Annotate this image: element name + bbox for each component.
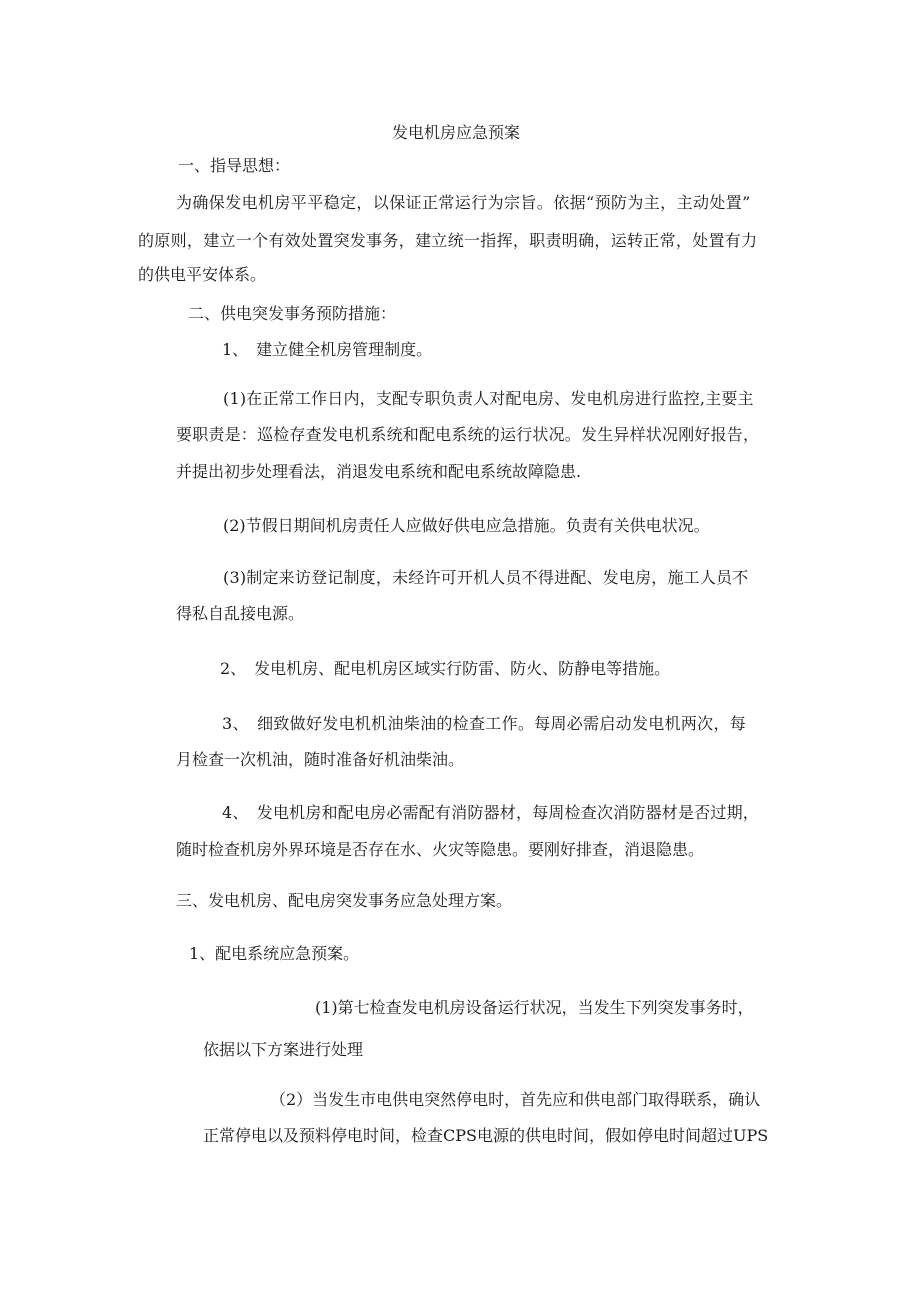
paragraph-line: 随时检查机房外界环境是否存在水、火灾等隐患。要刚好排查，消退隐患。 (176, 840, 705, 859)
list-item: 2、 发电机房、配电机房区域实行防雷、防火、防静电等措施。 (220, 659, 671, 678)
heading-emergency-plan: 三、发电机房、配电房突发事务应急处理方案。 (176, 891, 513, 910)
paragraph-line: (2)节假日期间机房责任人应做好供电应急措施。负责有关供电状况。 (223, 516, 710, 535)
list-item: 1、配电系统应急预案。 (189, 944, 360, 963)
paragraph-line: (3)制定来访登记制度，未经许可开机人员不得进配、发电房，施工人员不 (223, 568, 749, 587)
paragraph-line: 依据以下方案进行处理 (203, 1040, 364, 1059)
paragraph-line: 要职责是：巡检存查发电机系统和配电系统的运行状况。发生异样状况刚好报告， (176, 425, 760, 444)
paragraph-line: 月检查一次机油，随时准备好机油柴油。 (176, 750, 465, 769)
paragraph-line: 的供电平安体系。 (138, 265, 267, 284)
paragraph-line: 并提出初步处理看法，消退发电系统和配电系统故障隐患. (176, 462, 582, 481)
list-item: 4、 发电机房和配电房必需配有消防器材，每周检查次消防器材是否过期， (222, 803, 759, 822)
paragraph-line: 为确保发电机房平平稳定，以保证正常运行为宗旨。依据“预防为主，主动处置” (176, 193, 751, 212)
document-title: 发电机房应急预案 (392, 123, 521, 142)
paragraph-line: (1)在正常工作日内，支配专职负责人对配电房、发电机房进行监控,主要主 (223, 389, 754, 408)
paragraph-line: 正常停电以及预料停电时间，检查CPS电源的供电时间，假如停电时间超过UPS (203, 1126, 769, 1145)
paragraph-line: 得私自乱接电源。 (176, 604, 305, 623)
paragraph-line: (1)第七检查发电机房设备运行状况，当发生下列突发事务时， (315, 998, 754, 1017)
paragraph-line: 的原则，建立一个有效处置突发事务，建立统一指挥，职责明确，运转正常，处置有力 (138, 231, 758, 250)
heading-prevention-measures: 二、供电突发事务预防措施： (188, 304, 397, 323)
heading-guiding-principle: 一、指导思想： (178, 156, 291, 175)
list-item: 1、 建立健全机房管理制度。 (222, 340, 433, 359)
paragraph-line: （2）当发生市电供电突然停电时，首先应和供电部门取得联系，确认 (270, 1090, 761, 1109)
list-item: 3、 细致做好发电机机油柴油的检查工作。每周必需启动发电机两次，每 (222, 714, 747, 733)
